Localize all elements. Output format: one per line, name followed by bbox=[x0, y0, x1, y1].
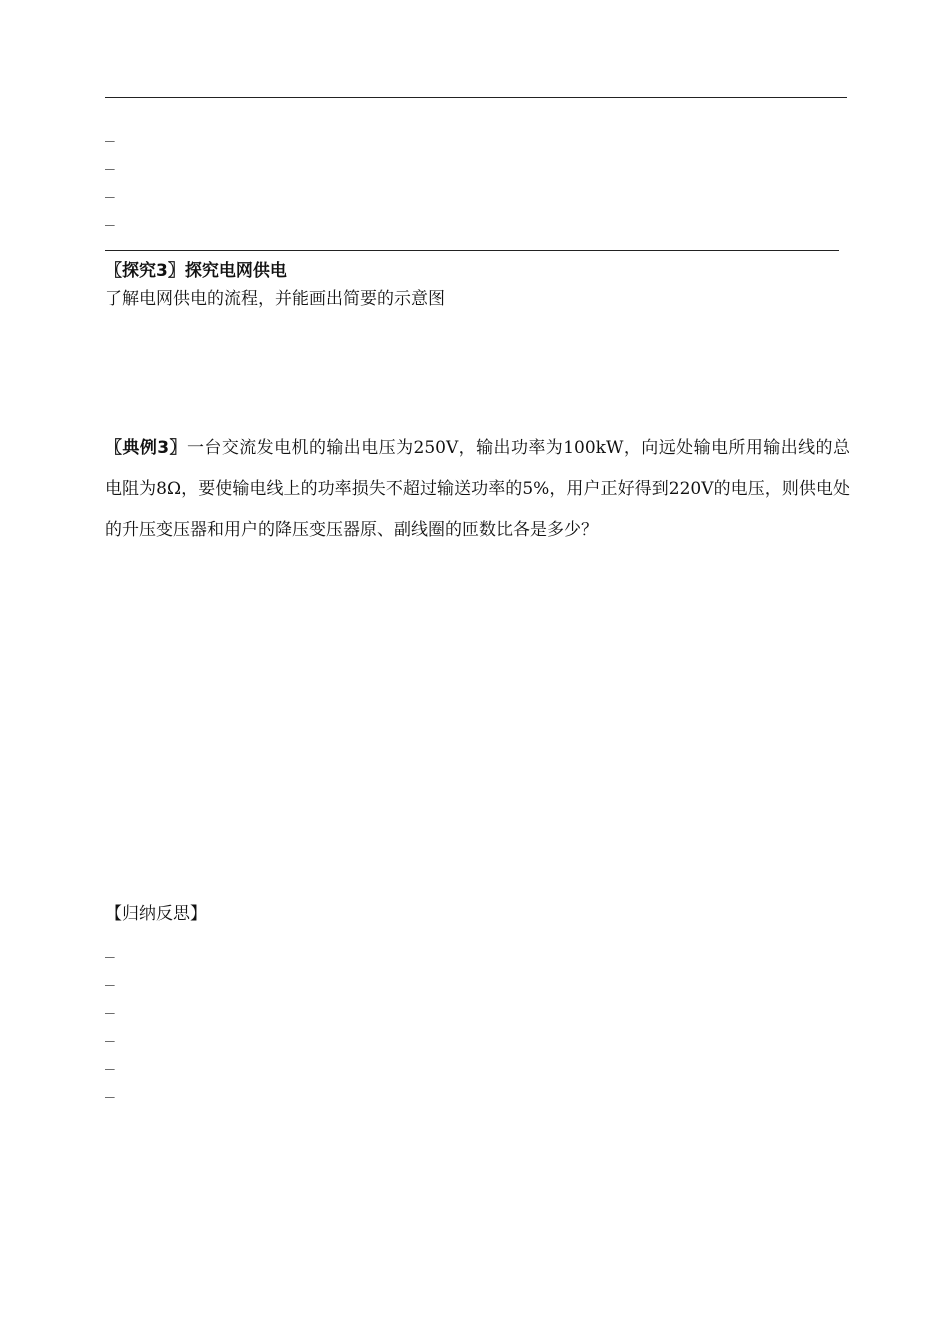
blank-line: _ bbox=[105, 995, 115, 1014]
example3-label: 〖典例3〗 bbox=[105, 438, 187, 458]
explore3-heading: 〖探究3〗探究电网供电 bbox=[105, 261, 287, 281]
blank-line: _ bbox=[105, 967, 115, 986]
blank-line: _ bbox=[105, 939, 115, 958]
blank-line: _ bbox=[105, 1023, 115, 1042]
example3-text: 一台交流发电机的输出电压为250V，输出功率为100kW，向远处输电所用输出线的总电阻为8Ω，要使输电线上的功率损失不超过输送功率的5%，用户正好得到220V的电压，则供电处的升压变压器和用户的降压变压器原、副线圈的匝数比各是多少？ bbox=[105, 438, 850, 540]
blank-line: _ bbox=[105, 1079, 115, 1098]
explore3-text: 了解电网供电的流程，并能画出简要的示意图 bbox=[105, 289, 445, 309]
blank-line: _ bbox=[105, 123, 115, 142]
top-divider bbox=[105, 97, 847, 98]
section-divider bbox=[105, 250, 839, 251]
summary-heading: 【归纳反思】 bbox=[105, 904, 207, 924]
example3-paragraph bbox=[105, 428, 850, 551]
blank-line: _ bbox=[105, 207, 115, 226]
blank-line: _ bbox=[105, 179, 115, 198]
blank-line: _ bbox=[105, 151, 115, 170]
blank-line: _ bbox=[105, 1051, 115, 1070]
